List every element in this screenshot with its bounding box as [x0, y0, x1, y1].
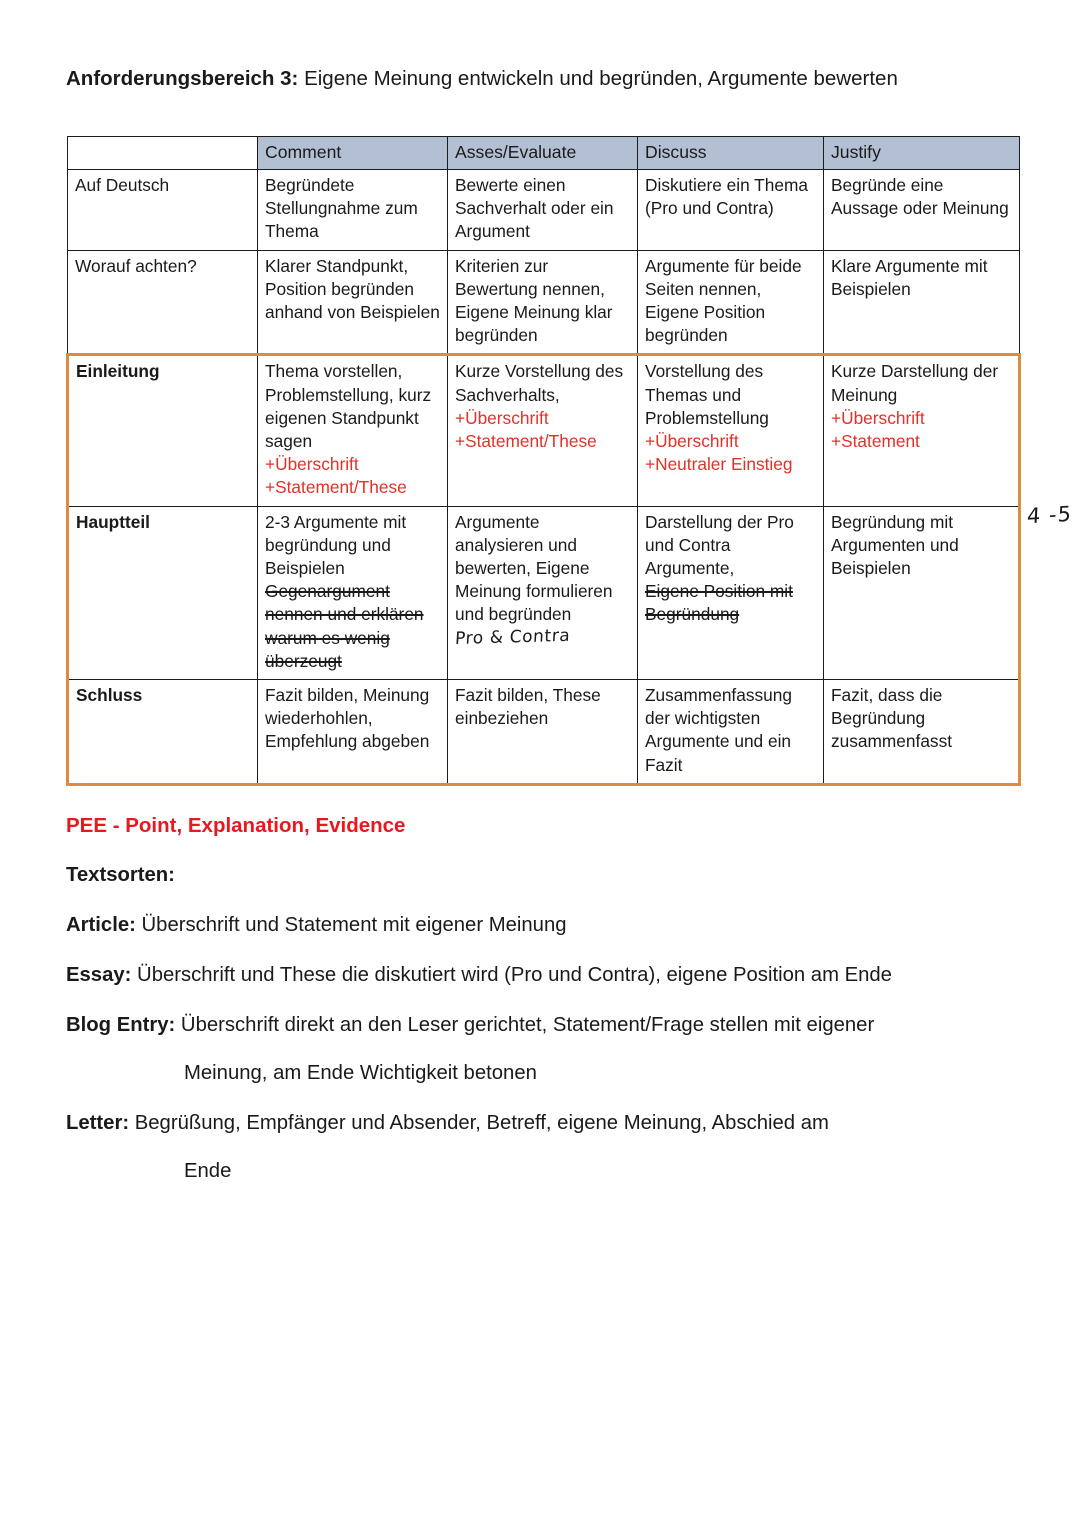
requirements-table: [66, 136, 1021, 786]
table-head: [68, 137, 1020, 170]
cell-line-accent: +Überschrift: [831, 407, 925, 428]
cell-auf-deutsch-asses: [448, 170, 638, 251]
handwritten-margin-note: 4 -5: [1026, 501, 1073, 529]
table-row: [68, 355, 1020, 506]
textsorte-essay-text: Überschrift und These die diskutiert wird (Pro und Contra), eigene Position am Ende: [131, 964, 892, 986]
cell-worauf-asses: [448, 250, 638, 355]
cell-line: Begründung mit Argumenten und Beispielen: [831, 511, 959, 579]
row-label-schluss: Schluss: [68, 680, 258, 785]
table-corner-cell: [68, 137, 258, 170]
cell-auf-deutsch-discuss: [638, 170, 824, 251]
textsorte-letter-wrap: Ende: [184, 1160, 232, 1182]
cell-line: Fazit, dass die Begründung zusammenfasst: [831, 685, 953, 752]
textsorten-label: [66, 862, 1026, 889]
cell-line: Bewerte einen Sachverhalt oder ein Argument: [455, 175, 614, 242]
cell-line-struck: Gegenargument nennen und erklären warum es wenig überzeugt: [265, 581, 424, 671]
cell-line: Kurze Vorstellung des Sachverhalts,: [455, 361, 624, 405]
cell-auf-deutsch-justify: [824, 170, 1020, 251]
row-label-auf-deutsch: Auf Deutsch: [68, 170, 258, 251]
cell-hauptteil-comment: [258, 506, 448, 679]
cell-worauf-justify: [824, 250, 1020, 355]
table-row: [68, 506, 1020, 679]
pee-heading: PEE - Point, Explanation, Evidence: [66, 814, 406, 837]
textsorte-essay-label: Essay:: [66, 964, 132, 986]
cell-einleitung-comment: [258, 355, 448, 506]
cell-line: 2-3 Argumente mit begründung und Beispielen: [265, 511, 407, 579]
textsorte-blog-entry-wrap: Meinung, am Ende Wichtigkeit betonen: [184, 1062, 537, 1084]
cell-line: Diskutiere ein Thema (Pro und Contra): [645, 175, 808, 219]
cell-line: Fazit bilden, Meinung wiederhohlen, Empfehlung abgeben: [265, 685, 430, 752]
cell-line: Begründe eine Aussage oder Meinung: [831, 175, 1009, 219]
textsorte-article-label: Article:: [66, 914, 136, 936]
textsorte-blog-entry: [66, 1012, 1026, 1087]
table-body: [68, 170, 1020, 785]
cell-hauptteil-asses: [448, 506, 638, 679]
cell-einleitung-discuss: [638, 355, 824, 506]
handwritten-annotation-pro-contra: Pro & Contra: [454, 625, 571, 649]
cell-line: Fazit bilden, These einbeziehen: [455, 685, 601, 729]
cell-line: Zusammenfassung der wichtigsten Argumente und ein Fazit: [645, 685, 792, 775]
page-title-rest: Eigene Meinung entwickeln und begründen, Argumente bewerten: [298, 67, 898, 90]
row-label-worauf-achten: Worauf achten?: [68, 250, 258, 355]
cell-line-accent: +Neutraler Einstieg: [645, 454, 793, 475]
cell-line: Argumente für beide Seiten nennen, Eigene Position begründen: [645, 255, 802, 346]
notes-section: [66, 812, 1026, 1208]
cell-line: Thema vorstellen, Problemstellung, kurz eigenen Standpunkt sagen: [265, 361, 432, 452]
cell-schluss-comment: [258, 680, 448, 785]
textsorte-essay: [66, 962, 1026, 989]
cell-worauf-discuss: [638, 250, 824, 355]
textsorte-letter: [66, 1110, 1026, 1185]
cell-line: Klare Argumente mit Beispielen: [831, 255, 988, 299]
cell-line-accent: +Statement/These: [455, 431, 597, 452]
textsorte-article: [66, 912, 1026, 939]
cell-einleitung-justify: [824, 355, 1020, 506]
cell-schluss-justify: [824, 680, 1020, 785]
cell-line-struck: Eigene Position mit Begründung: [645, 581, 793, 625]
cell-line: Vorstellung des Themas und Problemstellung: [645, 361, 769, 428]
row-label-hauptteil: Hauptteil: [68, 506, 258, 679]
textsorte-blog-entry-text: Überschrift direkt an den Leser gerichtet, Statement/Frage stellen mit eigener: [175, 1014, 875, 1036]
cell-worauf-comment: [258, 250, 448, 355]
textsorte-letter-text: Begrüßung, Empfänger und Absender, Betreff, eigene Meinung, Abschied am: [129, 1112, 829, 1134]
cell-einleitung-asses: [448, 355, 638, 506]
table-row: [68, 170, 1020, 251]
textsorte-article-text: Überschrift und Statement mit eigener Meinung: [135, 914, 567, 936]
column-header-discuss: Discuss: [638, 137, 824, 170]
cell-schluss-asses: [448, 680, 638, 785]
table-row: [68, 680, 1020, 785]
cell-line-accent: +Überschrift: [265, 454, 359, 475]
cell-hauptteil-justify: [824, 506, 1020, 679]
cell-line: Kriterien zur Bewertung nennen, Eigene Meinung klar begründen: [455, 255, 613, 346]
cell-line-accent: +Statement: [831, 431, 920, 452]
cell-line: Begründete Stellungnahme zum Thema: [265, 175, 418, 242]
cell-schluss-discuss: [638, 680, 824, 785]
page-title: [66, 62, 966, 95]
requirements-table-wrapper: [66, 136, 1018, 786]
cell-line-accent: +Statement/These: [265, 477, 407, 498]
cell-line-accent: +Überschrift: [645, 431, 739, 452]
cell-line: Darstellung der Pro und Contra Argumente,: [645, 511, 794, 579]
cell-hauptteil-discuss: [638, 506, 824, 679]
column-header-asses-evaluate: Asses/Evaluate: [448, 137, 638, 170]
row-label-einleitung: Einleitung: [68, 355, 258, 506]
page-title-lead: Anforderungsbereich 3:: [66, 67, 299, 90]
table-header-row: [68, 137, 1020, 170]
column-header-justify: Justify: [824, 137, 1020, 170]
cell-line: Argumente analysieren und bewerten, Eigene Meinung formulieren und begründen: [455, 511, 613, 625]
cell-auf-deutsch-comment: [258, 170, 448, 251]
cell-line-accent: +Überschrift: [455, 407, 549, 428]
textsorte-letter-label: Letter:: [66, 1112, 130, 1134]
column-header-comment: Comment: [258, 137, 448, 170]
textsorten-label-text: Textsorten:: [66, 864, 175, 886]
cell-line: Kurze Darstellung der Meinung: [831, 361, 999, 405]
textsorte-blog-entry-label: Blog Entry:: [66, 1014, 176, 1036]
table-row: [68, 250, 1020, 355]
cell-line: Klarer Standpunkt, Position begründen anhand von Beispielen: [265, 255, 440, 323]
